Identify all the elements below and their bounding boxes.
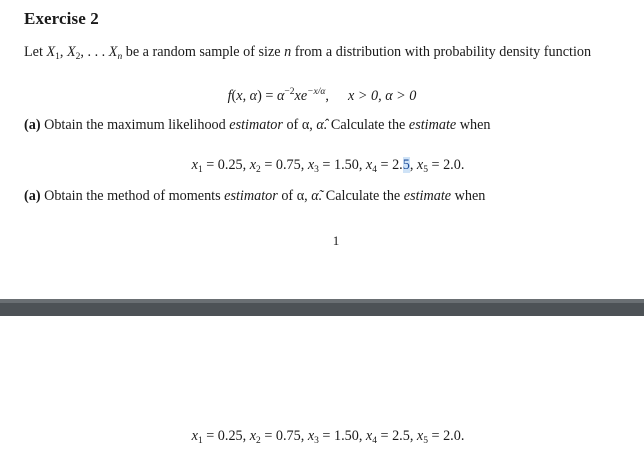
obs-x3: 1.50, xyxy=(333,157,363,173)
part-b-alpha-tilde: α̃. xyxy=(311,188,323,204)
part-b-of-alpha: of α, xyxy=(281,188,308,204)
intro-text-before: Let xyxy=(24,44,43,60)
part-b-calculate: Calculate the xyxy=(325,188,401,204)
intro-text-after: from a distribution with probability density function xyxy=(294,44,592,60)
obs-x4-rest: , xyxy=(409,157,414,173)
page-number: 1 xyxy=(332,233,340,248)
sample-size-symbol: n xyxy=(284,44,292,60)
part-b-estimator: estimator xyxy=(224,188,278,204)
part-a-calculate: Calculate the xyxy=(330,117,406,133)
part-b-text: Obtain the method of moments xyxy=(44,188,221,204)
obs-x2: 0.75, xyxy=(275,157,305,173)
part-b-paragraph xyxy=(24,188,485,205)
part-b-when: when xyxy=(454,188,486,204)
part-a-of-alpha: of α, xyxy=(286,117,313,133)
obs2-x1: 0.25, xyxy=(217,428,247,444)
part-a-label: (a) xyxy=(24,117,41,133)
part-a-estimator: estimator xyxy=(229,117,283,133)
part-a-paragraph xyxy=(24,117,490,134)
observations-line-1: $x_1 = 0.25$, $x_2 = 0.75$, $x_3 = 1.50$, $x_4 = 2.5$, $x_5 = 2.0$. xyxy=(191,157,465,175)
obs-x1: 0.25, xyxy=(217,157,247,173)
part-a-alpha-hat: α̂. xyxy=(316,117,328,133)
obs2-x3: 1.50, xyxy=(333,428,363,444)
exercise-heading: Exercise 2 xyxy=(24,9,99,28)
intro-text-mid: be a random sample of size xyxy=(125,44,281,60)
page-separator-shade xyxy=(0,299,644,303)
part-a-estimate: estimate xyxy=(408,117,457,133)
obs2-x4: 2.5, xyxy=(392,428,414,444)
intro-paragraph: Let $X_1$, $X_2$, . . . $X_n$ be a random sample of size n from a distribution with probability density function xyxy=(24,44,592,62)
pdf-condition-x: x > 0, xyxy=(348,88,382,104)
obs-x4-first: 2. xyxy=(392,157,403,173)
text-selection-highlight[interactable]: 5 xyxy=(402,157,410,173)
part-a-when: when xyxy=(459,117,491,133)
part-b-label: (a) xyxy=(24,188,41,204)
document-page-2 xyxy=(0,316,644,454)
obs2-x2: 0.75, xyxy=(275,428,305,444)
pdf-condition-alpha: α > 0 xyxy=(385,88,417,104)
obs-x5: 2.0. xyxy=(443,157,465,173)
page-separator xyxy=(0,299,644,316)
pdf-formula: f(x, $\alpha) = \alpha^{-2}xe^{-x/\alpha}$, x > 0, α > 0 xyxy=(227,87,417,104)
obs2-x5: 2.0. xyxy=(443,428,465,444)
part-b-estimate: estimate xyxy=(403,188,452,204)
observations-line-2: $x_1 = 0.25$, $x_2 = 0.75$, $x_3 = 1.50$, $x_4 = 2.5$, $x_5 = 2.0$. xyxy=(191,428,465,446)
part-a-text: Obtain the maximum likelihood xyxy=(44,117,226,133)
